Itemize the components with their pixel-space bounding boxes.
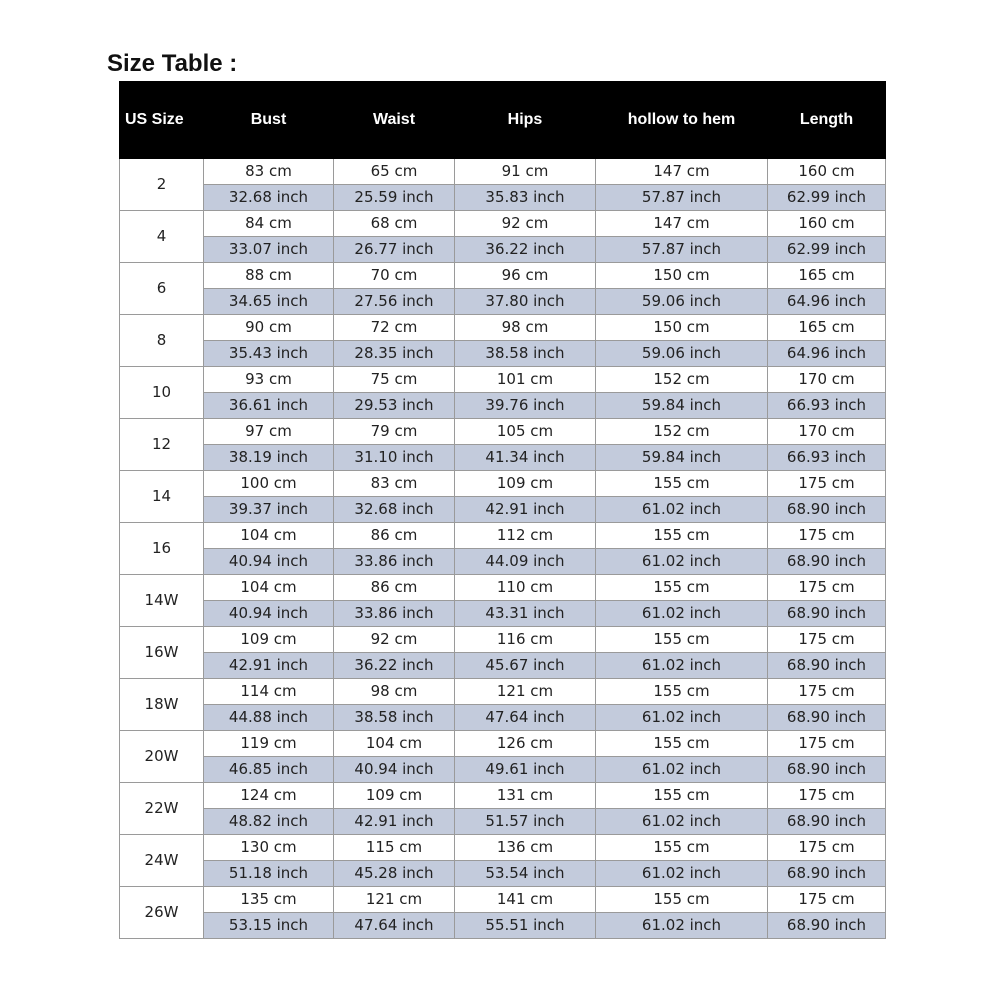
bust-cm-cell: 104 cm bbox=[204, 575, 334, 601]
length-inch-cell: 68.90 inch bbox=[768, 549, 886, 575]
table-row-inch bbox=[120, 757, 886, 783]
length-cm-cell: 175 cm bbox=[768, 783, 886, 809]
waist-cm-cell: 68 cm bbox=[334, 211, 455, 237]
bust-inch-cell: 39.37 inch bbox=[204, 497, 334, 523]
hips-inch-cell: 49.61 inch bbox=[455, 757, 596, 783]
table-row-cm bbox=[120, 783, 886, 809]
bust-cm-cell: 84 cm bbox=[204, 211, 334, 237]
waist-cm-cell: 86 cm bbox=[334, 575, 455, 601]
bust-inch-cell: 36.61 inch bbox=[204, 393, 334, 419]
table-row-cm bbox=[120, 211, 886, 237]
table-body bbox=[120, 159, 886, 939]
hollow-to-hem-inch-cell: 61.02 inch bbox=[596, 497, 768, 523]
hips-cm-cell: 116 cm bbox=[455, 627, 596, 653]
bust-inch-cell: 46.85 inch bbox=[204, 757, 334, 783]
hips-inch-cell: 55.51 inch bbox=[455, 913, 596, 939]
length-cm-cell: 170 cm bbox=[768, 367, 886, 393]
header-bust: Bust bbox=[204, 82, 334, 159]
bust-inch-cell: 48.82 inch bbox=[204, 809, 334, 835]
length-inch-cell: 68.90 inch bbox=[768, 861, 886, 887]
hips-cm-cell: 110 cm bbox=[455, 575, 596, 601]
table-row-cm bbox=[120, 887, 886, 913]
bust-inch-cell: 51.18 inch bbox=[204, 861, 334, 887]
waist-inch-cell: 25.59 inch bbox=[334, 185, 455, 211]
waist-inch-cell: 36.22 inch bbox=[334, 653, 455, 679]
hips-inch-cell: 37.80 inch bbox=[455, 289, 596, 315]
table-row-inch bbox=[120, 913, 886, 939]
bust-cm-cell: 124 cm bbox=[204, 783, 334, 809]
hips-cm-cell: 126 cm bbox=[455, 731, 596, 757]
hips-inch-cell: 51.57 inch bbox=[455, 809, 596, 835]
length-inch-cell: 68.90 inch bbox=[768, 653, 886, 679]
bust-inch-cell: 33.07 inch bbox=[204, 237, 334, 263]
hollow-to-hem-inch-cell: 61.02 inch bbox=[596, 601, 768, 627]
hips-inch-cell: 36.22 inch bbox=[455, 237, 596, 263]
hollow-to-hem-cm-cell: 155 cm bbox=[596, 523, 768, 549]
length-cm-cell: 160 cm bbox=[768, 211, 886, 237]
bust-inch-cell: 34.65 inch bbox=[204, 289, 334, 315]
length-cm-cell: 170 cm bbox=[768, 419, 886, 445]
size-cell: 18W bbox=[120, 679, 204, 731]
hips-cm-cell: 131 cm bbox=[455, 783, 596, 809]
waist-cm-cell: 86 cm bbox=[334, 523, 455, 549]
waist-inch-cell: 31.10 inch bbox=[334, 445, 455, 471]
table-row-inch bbox=[120, 237, 886, 263]
length-inch-cell: 68.90 inch bbox=[768, 601, 886, 627]
size-cell: 26W bbox=[120, 887, 204, 939]
length-cm-cell: 175 cm bbox=[768, 575, 886, 601]
length-inch-cell: 68.90 inch bbox=[768, 705, 886, 731]
table-row-cm bbox=[120, 679, 886, 705]
length-cm-cell: 160 cm bbox=[768, 159, 886, 185]
header-hips: Hips bbox=[455, 82, 596, 159]
table-row-inch bbox=[120, 549, 886, 575]
bust-inch-cell: 44.88 inch bbox=[204, 705, 334, 731]
table-row-inch bbox=[120, 341, 886, 367]
size-cell: 4 bbox=[120, 211, 204, 263]
header-waist: Waist bbox=[334, 82, 455, 159]
table-row-cm bbox=[120, 263, 886, 289]
length-cm-cell: 175 cm bbox=[768, 679, 886, 705]
bust-inch-cell: 40.94 inch bbox=[204, 601, 334, 627]
hips-inch-cell: 39.76 inch bbox=[455, 393, 596, 419]
hips-cm-cell: 101 cm bbox=[455, 367, 596, 393]
hollow-to-hem-cm-cell: 155 cm bbox=[596, 627, 768, 653]
waist-inch-cell: 45.28 inch bbox=[334, 861, 455, 887]
hips-cm-cell: 121 cm bbox=[455, 679, 596, 705]
table-row-cm bbox=[120, 575, 886, 601]
waist-cm-cell: 115 cm bbox=[334, 835, 455, 861]
waist-cm-cell: 70 cm bbox=[334, 263, 455, 289]
header-length: Length bbox=[768, 82, 886, 159]
hollow-to-hem-cm-cell: 152 cm bbox=[596, 419, 768, 445]
hollow-to-hem-inch-cell: 61.02 inch bbox=[596, 861, 768, 887]
waist-cm-cell: 75 cm bbox=[334, 367, 455, 393]
hollow-to-hem-cm-cell: 150 cm bbox=[596, 315, 768, 341]
waist-cm-cell: 104 cm bbox=[334, 731, 455, 757]
table-row-inch bbox=[120, 861, 886, 887]
hips-inch-cell: 42.91 inch bbox=[455, 497, 596, 523]
length-inch-cell: 66.93 inch bbox=[768, 445, 886, 471]
length-cm-cell: 175 cm bbox=[768, 887, 886, 913]
size-cell: 8 bbox=[120, 315, 204, 367]
header-us-size: US Size bbox=[120, 82, 204, 159]
length-inch-cell: 62.99 inch bbox=[768, 237, 886, 263]
hollow-to-hem-inch-cell: 61.02 inch bbox=[596, 809, 768, 835]
hips-cm-cell: 105 cm bbox=[455, 419, 596, 445]
hollow-to-hem-inch-cell: 61.02 inch bbox=[596, 705, 768, 731]
waist-cm-cell: 72 cm bbox=[334, 315, 455, 341]
waist-cm-cell: 121 cm bbox=[334, 887, 455, 913]
waist-inch-cell: 28.35 inch bbox=[334, 341, 455, 367]
bust-inch-cell: 42.91 inch bbox=[204, 653, 334, 679]
hollow-to-hem-inch-cell: 61.02 inch bbox=[596, 653, 768, 679]
length-cm-cell: 175 cm bbox=[768, 835, 886, 861]
size-cell: 10 bbox=[120, 367, 204, 419]
table-row-cm bbox=[120, 835, 886, 861]
waist-inch-cell: 29.53 inch bbox=[334, 393, 455, 419]
table-row-inch bbox=[120, 393, 886, 419]
bust-cm-cell: 93 cm bbox=[204, 367, 334, 393]
bust-cm-cell: 83 cm bbox=[204, 159, 334, 185]
hips-inch-cell: 47.64 inch bbox=[455, 705, 596, 731]
bust-inch-cell: 32.68 inch bbox=[204, 185, 334, 211]
length-cm-cell: 165 cm bbox=[768, 263, 886, 289]
hips-cm-cell: 112 cm bbox=[455, 523, 596, 549]
length-cm-cell: 175 cm bbox=[768, 731, 886, 757]
table-row-inch bbox=[120, 601, 886, 627]
size-cell: 22W bbox=[120, 783, 204, 835]
header-row bbox=[120, 82, 886, 159]
hips-cm-cell: 141 cm bbox=[455, 887, 596, 913]
hollow-to-hem-cm-cell: 155 cm bbox=[596, 887, 768, 913]
hips-inch-cell: 38.58 inch bbox=[455, 341, 596, 367]
length-cm-cell: 175 cm bbox=[768, 471, 886, 497]
size-cell: 14W bbox=[120, 575, 204, 627]
hips-cm-cell: 91 cm bbox=[455, 159, 596, 185]
length-cm-cell: 175 cm bbox=[768, 523, 886, 549]
hips-inch-cell: 41.34 inch bbox=[455, 445, 596, 471]
hollow-to-hem-cm-cell: 155 cm bbox=[596, 575, 768, 601]
table-row-inch bbox=[120, 705, 886, 731]
table-row-cm bbox=[120, 731, 886, 757]
waist-inch-cell: 33.86 inch bbox=[334, 601, 455, 627]
size-cell: 16W bbox=[120, 627, 204, 679]
hollow-to-hem-cm-cell: 155 cm bbox=[596, 783, 768, 809]
waist-cm-cell: 98 cm bbox=[334, 679, 455, 705]
length-inch-cell: 64.96 inch bbox=[768, 289, 886, 315]
waist-inch-cell: 26.77 inch bbox=[334, 237, 455, 263]
size-cell: 16 bbox=[120, 523, 204, 575]
hips-inch-cell: 43.31 inch bbox=[455, 601, 596, 627]
size-cell: 2 bbox=[120, 159, 204, 211]
table-row-cm bbox=[120, 419, 886, 445]
waist-inch-cell: 32.68 inch bbox=[334, 497, 455, 523]
bust-cm-cell: 104 cm bbox=[204, 523, 334, 549]
waist-inch-cell: 40.94 inch bbox=[334, 757, 455, 783]
length-inch-cell: 68.90 inch bbox=[768, 809, 886, 835]
table-row-cm bbox=[120, 523, 886, 549]
hollow-to-hem-cm-cell: 155 cm bbox=[596, 679, 768, 705]
waist-inch-cell: 38.58 inch bbox=[334, 705, 455, 731]
length-inch-cell: 68.90 inch bbox=[768, 497, 886, 523]
hips-cm-cell: 109 cm bbox=[455, 471, 596, 497]
bust-cm-cell: 109 cm bbox=[204, 627, 334, 653]
bust-cm-cell: 119 cm bbox=[204, 731, 334, 757]
table-row-cm bbox=[120, 627, 886, 653]
page-title: Size Table : bbox=[107, 50, 238, 77]
hollow-to-hem-inch-cell: 57.87 inch bbox=[596, 185, 768, 211]
bust-inch-cell: 35.43 inch bbox=[204, 341, 334, 367]
bust-cm-cell: 100 cm bbox=[204, 471, 334, 497]
waist-inch-cell: 33.86 inch bbox=[334, 549, 455, 575]
length-inch-cell: 62.99 inch bbox=[768, 185, 886, 211]
bust-cm-cell: 88 cm bbox=[204, 263, 334, 289]
table-row-inch bbox=[120, 185, 886, 211]
bust-cm-cell: 135 cm bbox=[204, 887, 334, 913]
hollow-to-hem-cm-cell: 152 cm bbox=[596, 367, 768, 393]
bust-inch-cell: 53.15 inch bbox=[204, 913, 334, 939]
length-inch-cell: 66.93 inch bbox=[768, 393, 886, 419]
bust-inch-cell: 38.19 inch bbox=[204, 445, 334, 471]
hollow-to-hem-inch-cell: 59.84 inch bbox=[596, 393, 768, 419]
table-row-inch bbox=[120, 653, 886, 679]
size-cell: 20W bbox=[120, 731, 204, 783]
table-row-cm bbox=[120, 159, 886, 185]
waist-cm-cell: 109 cm bbox=[334, 783, 455, 809]
size-cell: 14 bbox=[120, 471, 204, 523]
size-cell: 24W bbox=[120, 835, 204, 887]
bust-inch-cell: 40.94 inch bbox=[204, 549, 334, 575]
hollow-to-hem-inch-cell: 59.84 inch bbox=[596, 445, 768, 471]
size-cell: 6 bbox=[120, 263, 204, 315]
table-row-cm bbox=[120, 471, 886, 497]
waist-cm-cell: 92 cm bbox=[334, 627, 455, 653]
waist-cm-cell: 83 cm bbox=[334, 471, 455, 497]
hollow-to-hem-inch-cell: 61.02 inch bbox=[596, 757, 768, 783]
hollow-to-hem-cm-cell: 147 cm bbox=[596, 211, 768, 237]
bust-cm-cell: 97 cm bbox=[204, 419, 334, 445]
table-row-cm bbox=[120, 367, 886, 393]
table-row-inch bbox=[120, 809, 886, 835]
waist-inch-cell: 42.91 inch bbox=[334, 809, 455, 835]
hips-inch-cell: 44.09 inch bbox=[455, 549, 596, 575]
table-row-inch bbox=[120, 289, 886, 315]
hips-cm-cell: 136 cm bbox=[455, 835, 596, 861]
hollow-to-hem-inch-cell: 61.02 inch bbox=[596, 549, 768, 575]
hips-inch-cell: 45.67 inch bbox=[455, 653, 596, 679]
hips-inch-cell: 53.54 inch bbox=[455, 861, 596, 887]
header-hollow-to-hem: hollow to hem bbox=[596, 82, 768, 159]
hollow-to-hem-inch-cell: 59.06 inch bbox=[596, 289, 768, 315]
hollow-to-hem-cm-cell: 155 cm bbox=[596, 471, 768, 497]
length-inch-cell: 64.96 inch bbox=[768, 341, 886, 367]
length-inch-cell: 68.90 inch bbox=[768, 757, 886, 783]
waist-cm-cell: 79 cm bbox=[334, 419, 455, 445]
length-inch-cell: 68.90 inch bbox=[768, 913, 886, 939]
length-cm-cell: 175 cm bbox=[768, 627, 886, 653]
table-row-inch bbox=[120, 497, 886, 523]
size-cell: 12 bbox=[120, 419, 204, 471]
waist-inch-cell: 27.56 inch bbox=[334, 289, 455, 315]
length-cm-cell: 165 cm bbox=[768, 315, 886, 341]
hollow-to-hem-inch-cell: 59.06 inch bbox=[596, 341, 768, 367]
hollow-to-hem-cm-cell: 155 cm bbox=[596, 835, 768, 861]
size-table bbox=[119, 81, 886, 939]
bust-cm-cell: 90 cm bbox=[204, 315, 334, 341]
hollow-to-hem-inch-cell: 57.87 inch bbox=[596, 237, 768, 263]
hollow-to-hem-cm-cell: 150 cm bbox=[596, 263, 768, 289]
hips-cm-cell: 92 cm bbox=[455, 211, 596, 237]
hollow-to-hem-cm-cell: 147 cm bbox=[596, 159, 768, 185]
hips-inch-cell: 35.83 inch bbox=[455, 185, 596, 211]
hollow-to-hem-cm-cell: 155 cm bbox=[596, 731, 768, 757]
table-row-inch bbox=[120, 445, 886, 471]
hips-cm-cell: 96 cm bbox=[455, 263, 596, 289]
table-header bbox=[120, 82, 886, 159]
table-row-cm bbox=[120, 315, 886, 341]
hollow-to-hem-inch-cell: 61.02 inch bbox=[596, 913, 768, 939]
waist-cm-cell: 65 cm bbox=[334, 159, 455, 185]
bust-cm-cell: 114 cm bbox=[204, 679, 334, 705]
waist-inch-cell: 47.64 inch bbox=[334, 913, 455, 939]
hips-cm-cell: 98 cm bbox=[455, 315, 596, 341]
bust-cm-cell: 130 cm bbox=[204, 835, 334, 861]
